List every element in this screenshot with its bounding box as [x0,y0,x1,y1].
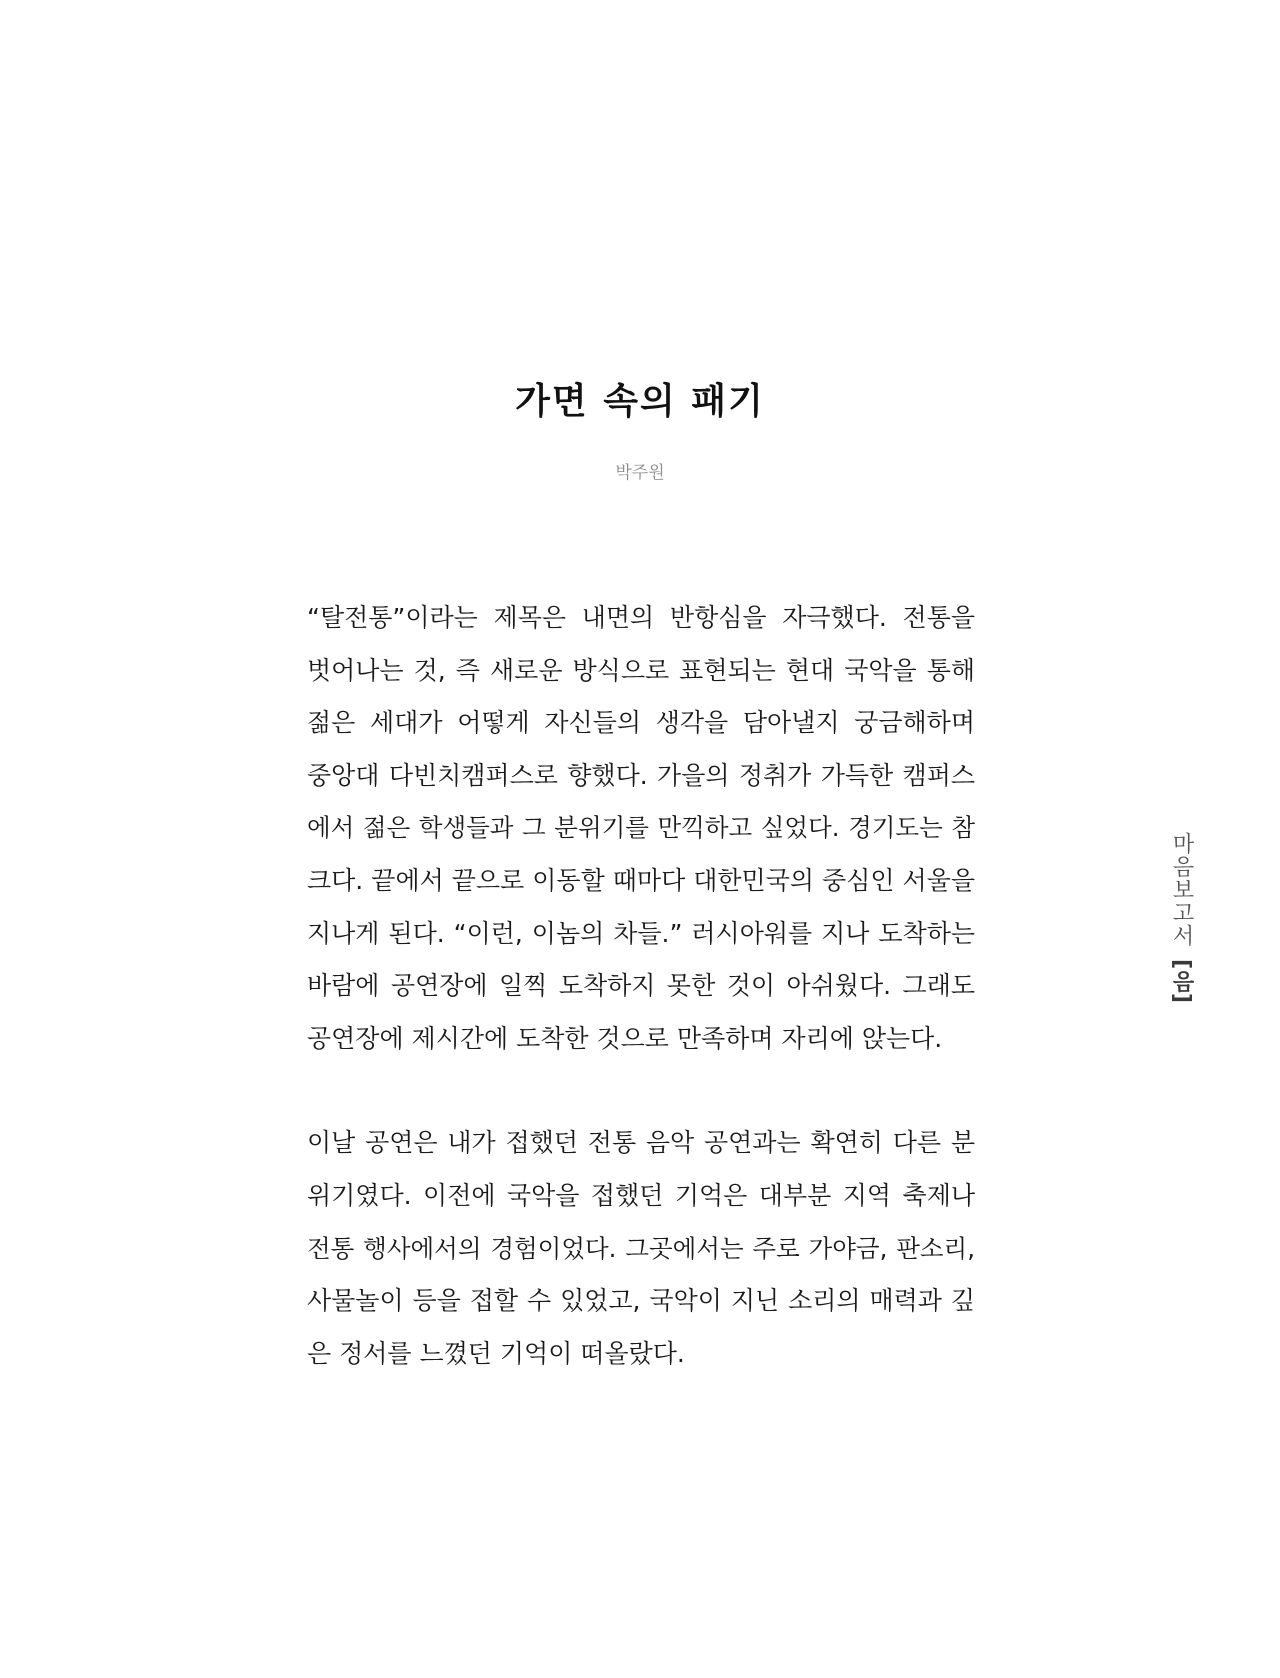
text-line: 사물놀이 등을 접할 수 있었고, 국악이 지닌 소리의 매력과 깊 [307,1286,975,1316]
text-line: 벗어나는 것, 즉 새로운 방식으로 표현되는 현대 국악을 통해 [307,655,975,685]
section-name: 마음보고서 [1169,832,1194,947]
text-line: “탈전통”이라는 제목은 내면의 반항심을 자극했다. 전통을 [307,603,975,632]
text-line: 젊은 세대가 어떻게 자신들의 생각을 담아낼지 궁금해하며 [307,708,975,738]
text-line: 에서 젊은 학생들과 그 분위기를 만끽하고 싶었다. 경기도는 참 [307,813,975,843]
text-line: 지나게 된다. “이런, 이놈의 차들.” 러시아워를 지나 도착하는 [307,918,975,948]
article-title: 가면 속의 패기 [515,381,765,422]
article-body [307,592,975,1380]
text-line: 위기였다. 이전에 국악을 접했던 기억은 대부분 지역 축제나 [307,1180,975,1210]
text-line: 은 정서를 느꼈던 기억이 떠올랐다. [307,1338,685,1368]
section-mark: [음] [1169,959,1194,1005]
section-side-label [1166,832,1197,1004]
paragraph-1 [307,592,975,1065]
paragraph-2 [307,1117,975,1380]
text-line: 중앙대 다빈치캠퍼스로 향했다. 가을의 정취가 가득한 캠퍼스 [307,760,975,790]
text-line: 크다. 끝에서 끝으로 이동할 때마다 대한민국의 중심인 서울을 [307,865,975,895]
text-line: 바람에 공연장에 일찍 도착하지 못한 것이 아쉬웠다. 그래도 [307,971,975,1001]
text-line: 공연장에 제시간에 도착한 것으로 만족하며 자리에 앉는다. [307,1023,943,1053]
text-line: 전통 행사에서의 경험이었다. 그곳에서는 주로 가야금, 판소리, [307,1233,975,1263]
article-author: 박주원 [615,463,665,483]
text-line: 이날 공연은 내가 접했던 전통 음악 공연과는 확연히 다른 분 [307,1128,975,1158]
